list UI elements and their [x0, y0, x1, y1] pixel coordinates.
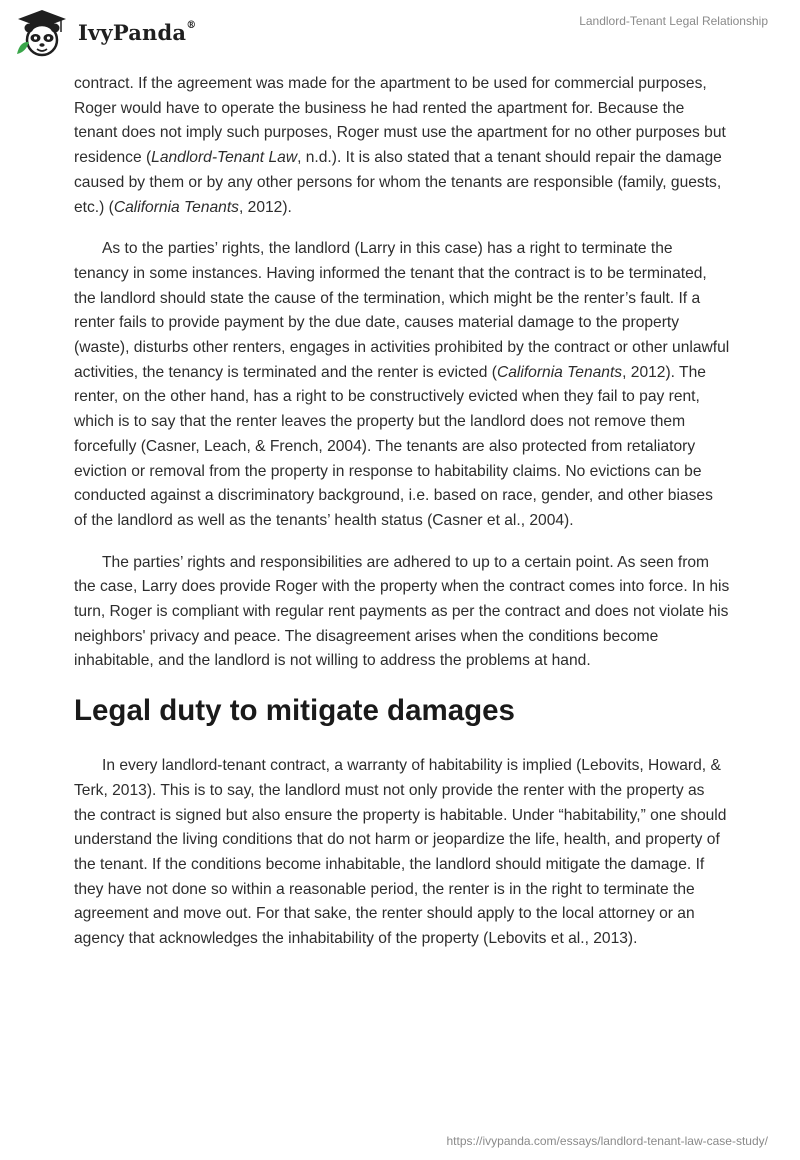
section-heading: Legal duty to mitigate damages — [74, 694, 515, 728]
document-title: Landlord-Tenant Legal Relationship — [579, 14, 768, 28]
page-header — [0, 0, 800, 70]
essay-body — [74, 72, 730, 969]
footer-url[interactable]: https://ivypanda.com/essays/landlord-tenant-law-case-study/ — [446, 1134, 768, 1148]
paragraph: contract. If the agreement was made for the apartment to be used for commercial purposes, Roger would have to operate the business he had rented the apartment for. Because the tenant does not imply such purposes, Roger must use the apartment for no other purposes but residence (Landlord-Tenant Law, n.d.). It is also stated that a tenant should repair the damage caused by them or by any other persons for whom the tenants are responsible (family, guests, etc.) (California Tenants, 2012). — [74, 75, 726, 216]
paragraph: In every landlord-tenant contract, a warranty of habitability is implied (Lebovits, Howard, & Terk, 2013). This is to say, the landlord must not only provide the renter with the property as the contract is signed but also ensure the property is habitable. Under “habitability,” one should understand the living conditions that do not harm or jeopardize the life, health, and property of the tenant. If the conditions become inhabitable, the landlord should mitigate the damage. If they have not done so within a reasonable period, the renter is in the right to terminate the agreement and move out. For that sake, the renter should apply to the local attorney or an agency that acknowledges the inhabitability of the property (Lebovits et al., 2013). — [74, 757, 727, 948]
brand-name[interactable]: IvyPanda® — [78, 20, 197, 45]
panda-graduate-logo-icon[interactable] — [14, 8, 70, 58]
paragraph: As to the parties’ rights, the landlord (Larry in this case) has a right to terminate the tenancy in some instances. Having informed the tenant that the contract is to be terminated, the landlord should state the cause of the termination, which might be the renter’s fault. If a renter fails to provide payment by the due date, causes material damage to the property (waste), disturbs other renters, engages in activities prohibited by the contract or other unlawful activities, the tenancy is terminated and the renter is evicted (California Tenants, 2012). The renter, on the other hand, has a right to be constructively evicted when they fail to pay rent, which is to say that the renter leaves the property but the landlord does not remove them forcefully (Casner, Leach, & French, 2004). The tenants are also protected from retaliatory eviction or removal from the property in response to habitability claims. No evictions can be conducted against a discriminatory background, i.e. based on race, gender, and other biases of the landlord as well as the tenants’ health status (Casner et al., 2004). — [74, 240, 730, 529]
paragraph: The parties’ rights and responsibilities are adhered to up to a certain point. As seen from the case, Larry does provide Roger with the property when the contract comes into force. In his turn, Roger is compliant with regular rent payments as per the contract and does not violate his neighbors' privacy and peace. The disagreement arises when the conditions become inhabitable, and the landlord is not willing to address the problems at hand. — [74, 553, 730, 670]
